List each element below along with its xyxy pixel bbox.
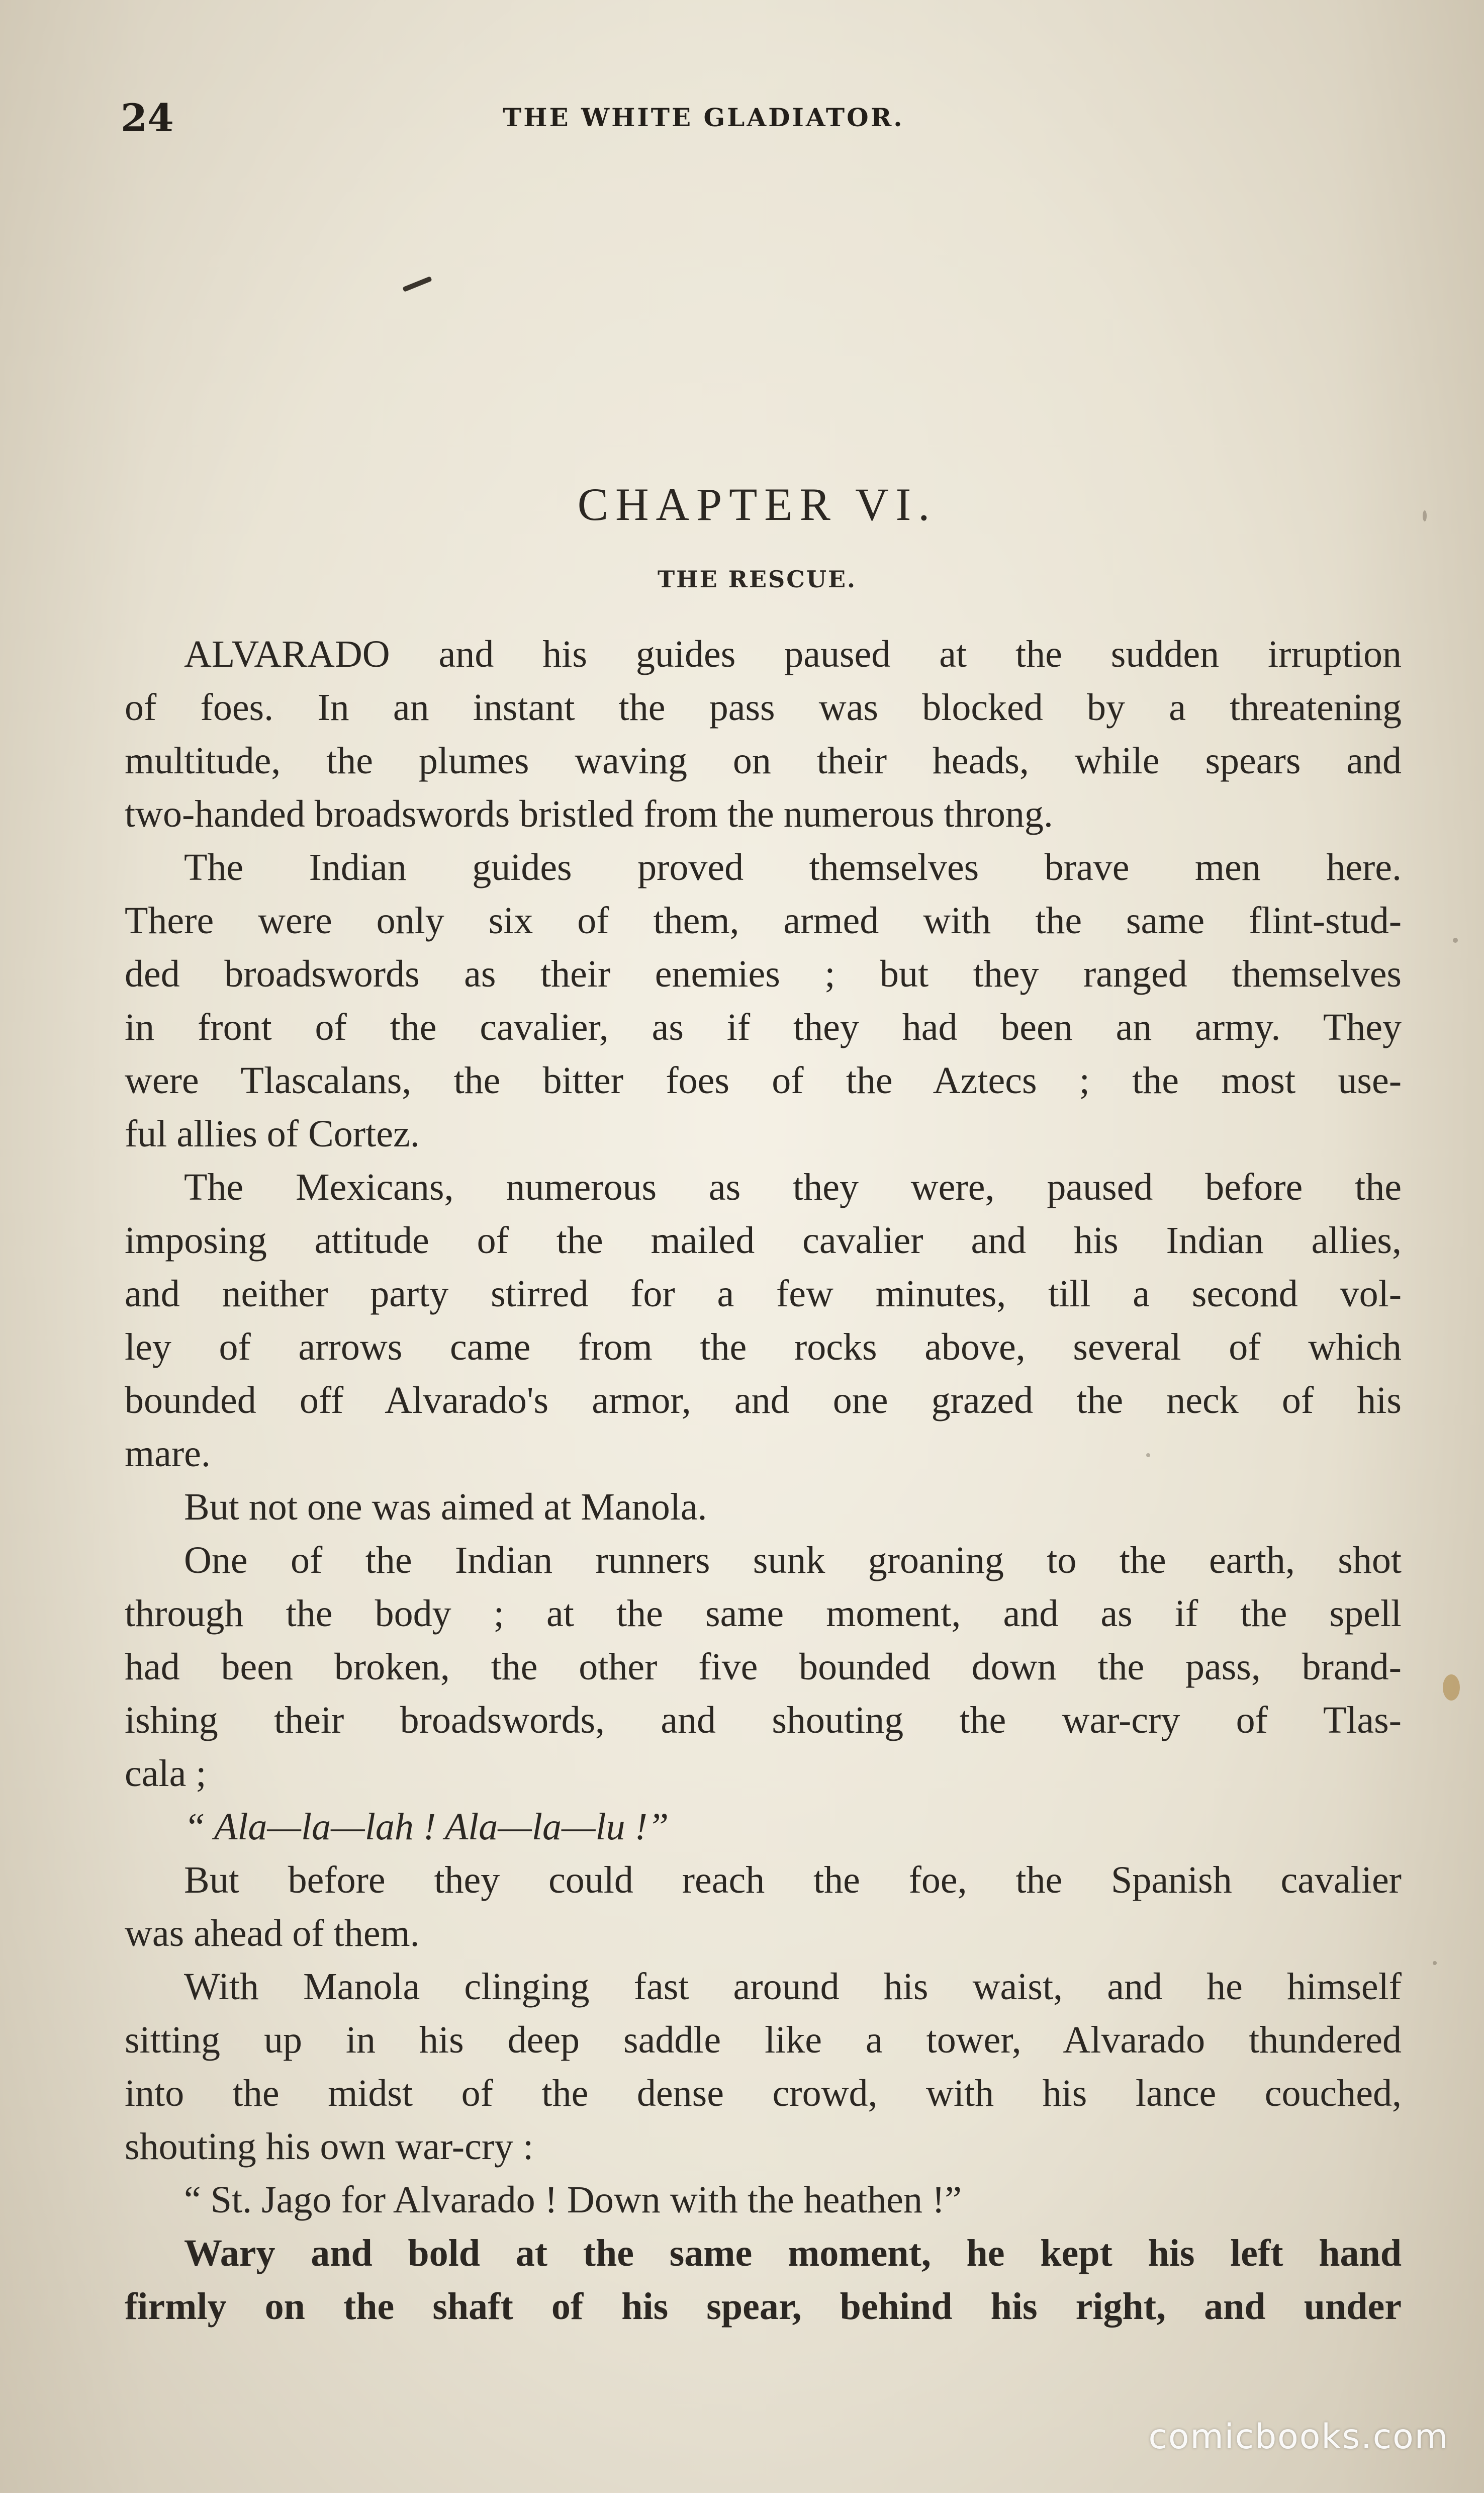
text-line: With Manola clinging fast around his waist, and he himself — [184, 1966, 1402, 2008]
text-line: “ Ala—la—lah ! Ala—la—lu !” — [184, 1806, 669, 1848]
text-line: “ St. Jago for Alvarado ! Down with the heathen !” — [184, 2179, 962, 2221]
text-line: But before they could reach the foe, the Spanish cavalier — [184, 1859, 1402, 1901]
text-line: ALVARADO and his guides paused at the sudden irruption — [184, 633, 1402, 675]
running-head — [0, 96, 1484, 141]
watermark: comicbooks.com — [1148, 2417, 1449, 2457]
text-line: Wary and bold at the same moment, he kept his left hand — [184, 2232, 1402, 2274]
page-number: 24 — [121, 96, 174, 140]
text-line: was ahead of them. — [125, 1912, 420, 1954]
text-line: ishing their broadswords, and shouting the war-cry of Tlas- — [125, 1699, 1402, 1741]
text-line: of foes. In an instant the pass was blocked by a threatening — [125, 686, 1402, 729]
text-line: shouting his own war-cry : — [125, 2125, 534, 2168]
text-line: But not one was aimed at Manola. — [184, 1486, 707, 1528]
text-line: multitude, the plumes waving on their heads, while spears and — [125, 740, 1402, 782]
stain-speck — [1443, 1674, 1460, 1701]
text-line: The Indian guides proved themselves brave men here. — [184, 846, 1402, 888]
text-line: had been broken, the other five bounded down the pass, brand- — [125, 1646, 1402, 1688]
body-text — [125, 628, 1402, 2333]
text-line: The Mexicans, numerous as they were, paused before the — [184, 1166, 1402, 1208]
chapter-heading: CHAPTER VI. — [577, 479, 937, 530]
text-line: were Tlascalans, the bitter foes of the Aztecs ; the most use- — [125, 1059, 1402, 1102]
text-line: cala ; — [125, 1752, 207, 1795]
chapter-subtitle: THE RESCUE. — [657, 566, 857, 593]
text-line: bounded off Alvarado's armor, and one grazed the neck of his — [125, 1379, 1402, 1421]
running-title: THE WHITE GLADIATOR. — [503, 103, 904, 132]
text-line: ful allies of Cortez. — [125, 1113, 420, 1155]
text-line: ded broadswords as their enemies ; but they ranged themselves — [125, 953, 1402, 995]
text-line: mare. — [125, 1433, 211, 1475]
text-line: sitting up in his deep saddle like a tower, Alvarado thundered — [125, 2019, 1402, 2061]
text-line: ley of arrows came from the rocks above, several of which — [125, 1326, 1402, 1368]
text-line: There were only six of them, armed with the same flint-stud- — [125, 900, 1402, 942]
stray-pen-mark — [402, 276, 432, 292]
ink-speck — [1433, 1961, 1437, 1965]
text-line: and neither party stirred for a few minutes, till a second vol- — [125, 1273, 1402, 1315]
text-line: through the body ; at the same moment, and as if the spell — [125, 1592, 1402, 1635]
text-line: two-handed broadswords bristled from the numerous throng. — [125, 793, 1053, 835]
text-line: in front of the cavalier, as if they had been an army. They — [125, 1006, 1402, 1048]
ink-speck — [1453, 938, 1458, 943]
text-line: imposing attitude of the mailed cavalier and his Indian allies, — [125, 1219, 1402, 1262]
text-line: firmly on the shaft of his spear, behind his right, and under — [125, 2285, 1402, 2328]
text-line: One of the Indian runners sunk groaning to the earth, shot — [184, 1539, 1402, 1581]
text-line: into the midst of the dense crowd, with his lance couched, — [125, 2072, 1402, 2114]
